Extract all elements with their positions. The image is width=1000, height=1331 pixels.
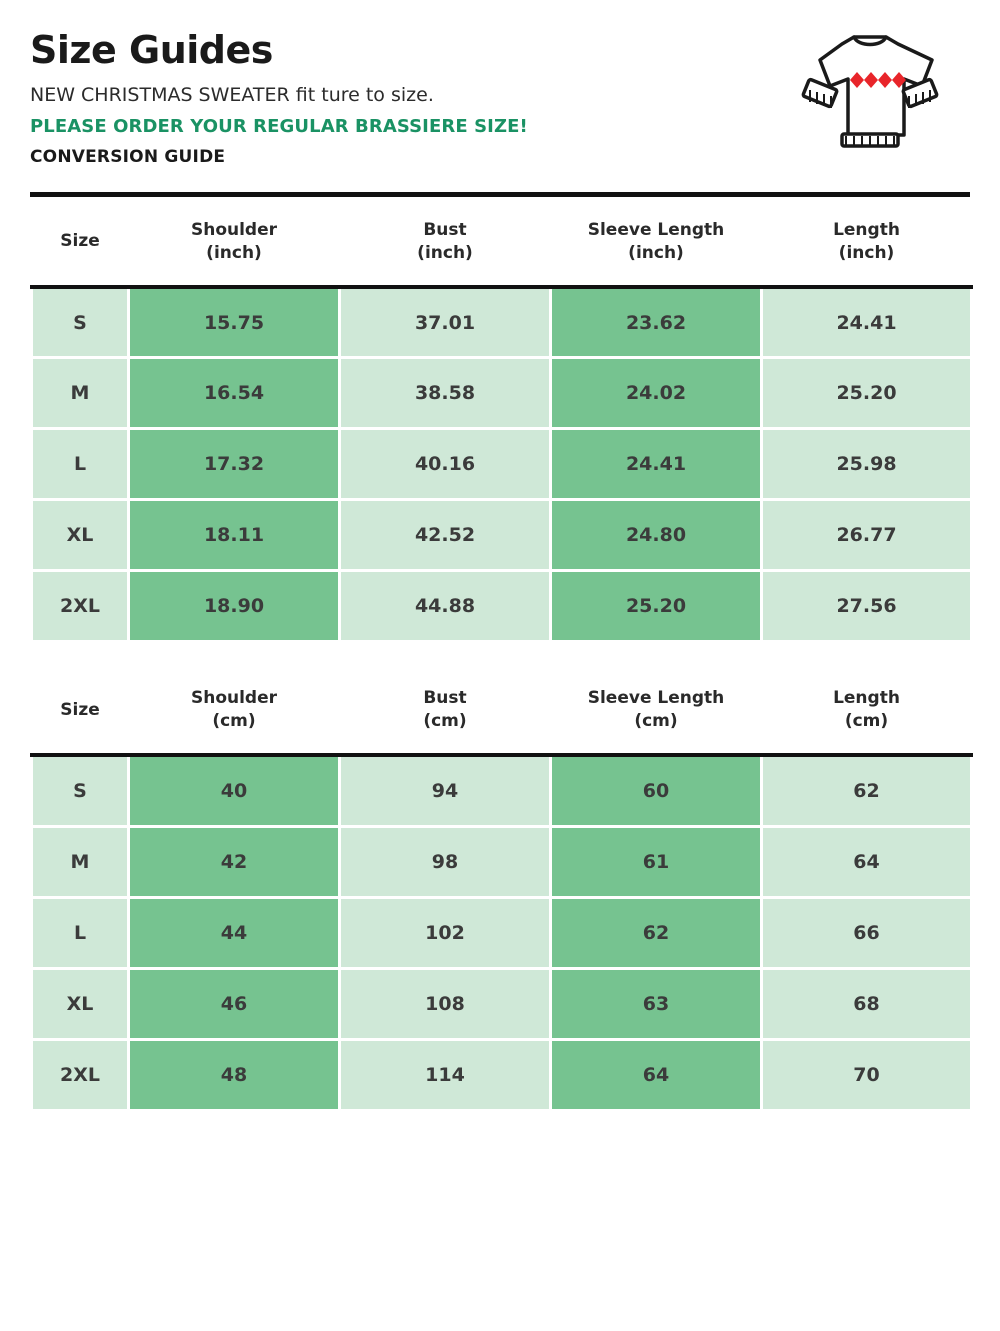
cell-size: S [32,287,129,358]
cell-length: 27.56 [762,571,972,642]
cell-bust: 42.52 [340,500,551,571]
table-row [32,358,972,429]
cell-sleeve: 64 [551,1039,762,1110]
cell-length: 25.98 [762,429,972,500]
fit-subtitle: NEW CHRISTMAS SWEATER fit ture to size. [30,83,434,106]
table-header-row [32,665,972,753]
col-header-shoulder [129,197,340,285]
col-header-sleeve-unit: (cm) [634,711,678,732]
table-row [32,500,972,571]
col-header-shoulder-unit: (inch) [206,242,262,263]
col-header-size [32,665,129,753]
order-notice: PLEASE ORDER YOUR REGULAR BRASSIERE SIZE! [30,115,528,137]
col-header-length-label: Length [833,220,900,240]
cell-size: L [32,429,129,500]
cell-sleeve: 63 [551,968,762,1039]
col-header-length [762,197,972,285]
christmas-sweater-icon [780,28,960,168]
col-header-bust [340,665,551,753]
col-header-size-label: Size [60,699,100,720]
cell-size: M [32,358,129,429]
cell-size: S [32,755,129,826]
cell-bust: 108 [340,968,551,1039]
col-header-shoulder-label: Shoulder [190,220,278,240]
col-header-shoulder [129,665,340,753]
col-header-bust [340,197,551,285]
col-header-size [32,197,129,285]
table-gap [30,643,970,665]
cell-shoulder: 48 [129,1039,340,1110]
cell-size: 2XL [32,571,129,642]
col-header-sleeve-label: Sleeve Length [587,688,725,709]
cell-length: 68 [762,968,972,1039]
cell-size: M [32,826,129,897]
page-header [30,0,970,180]
cell-bust: 98 [340,826,551,897]
col-header-size-label: Size [60,231,100,252]
cell-bust: 94 [340,755,551,826]
cm-size-table [30,665,973,1111]
conversion-guide-label: CONVERSION GUIDE [30,146,226,167]
cell-bust: 114 [340,1039,551,1110]
cell-length: 66 [762,897,972,968]
table-row [32,968,972,1039]
cell-sleeve: 24.02 [551,358,762,429]
cell-length: 62 [762,755,972,826]
cell-length: 26.77 [762,500,972,571]
cell-shoulder: 18.90 [129,571,340,642]
table-row [32,1039,972,1110]
col-header-bust-unit: (inch) [417,242,473,263]
cell-shoulder: 15.75 [129,287,340,358]
col-header-bust-label: Bust [423,220,467,240]
col-header-sleeve [551,665,762,753]
table-row [32,897,972,968]
table-row [32,755,972,826]
col-header-shoulder-label: Shoulder [190,688,278,709]
col-header-sleeve-label: Sleeve Length [587,220,725,240]
cell-sleeve: 61 [551,826,762,897]
page-title: Size Guides [30,28,273,72]
cell-shoulder: 44 [129,897,340,968]
table-header-row [32,197,972,285]
table-row [32,571,972,642]
cell-shoulder: 40 [129,755,340,826]
col-header-bust-unit: (cm) [423,711,467,732]
cell-sleeve: 62 [551,897,762,968]
cell-size: XL [32,500,129,571]
col-header-bust-label: Bust [423,688,467,709]
cell-shoulder: 42 [129,826,340,897]
col-header-length-unit: (inch) [838,242,895,263]
cell-sleeve: 25.20 [551,571,762,642]
cell-shoulder: 17.32 [129,429,340,500]
col-header-sleeve [551,197,762,285]
table-row [32,287,972,358]
table-row [32,826,972,897]
table-row [32,429,972,500]
cell-length: 24.41 [762,287,972,358]
cell-shoulder: 16.54 [129,358,340,429]
col-header-length-unit: (cm) [844,711,889,732]
cell-length: 25.20 [762,358,972,429]
cell-bust: 40.16 [340,429,551,500]
col-header-length [762,665,972,753]
cell-sleeve: 60 [551,755,762,826]
col-header-length-label: Length [833,688,900,709]
cell-length: 64 [762,826,972,897]
cell-shoulder: 18.11 [129,500,340,571]
col-header-sleeve-unit: (inch) [628,242,684,263]
cell-length: 70 [762,1039,972,1110]
cell-sleeve: 23.62 [551,287,762,358]
cell-size: 2XL [32,1039,129,1110]
cell-bust: 102 [340,897,551,968]
cell-size: L [32,897,129,968]
cell-bust: 44.88 [340,571,551,642]
inch-size-table [30,197,973,643]
cell-shoulder: 46 [129,968,340,1039]
cell-bust: 37.01 [340,287,551,358]
cell-bust: 38.58 [340,358,551,429]
col-header-shoulder-unit: (cm) [212,711,256,732]
cell-sleeve: 24.41 [551,429,762,500]
cell-sleeve: 24.80 [551,500,762,571]
cell-size: XL [32,968,129,1039]
